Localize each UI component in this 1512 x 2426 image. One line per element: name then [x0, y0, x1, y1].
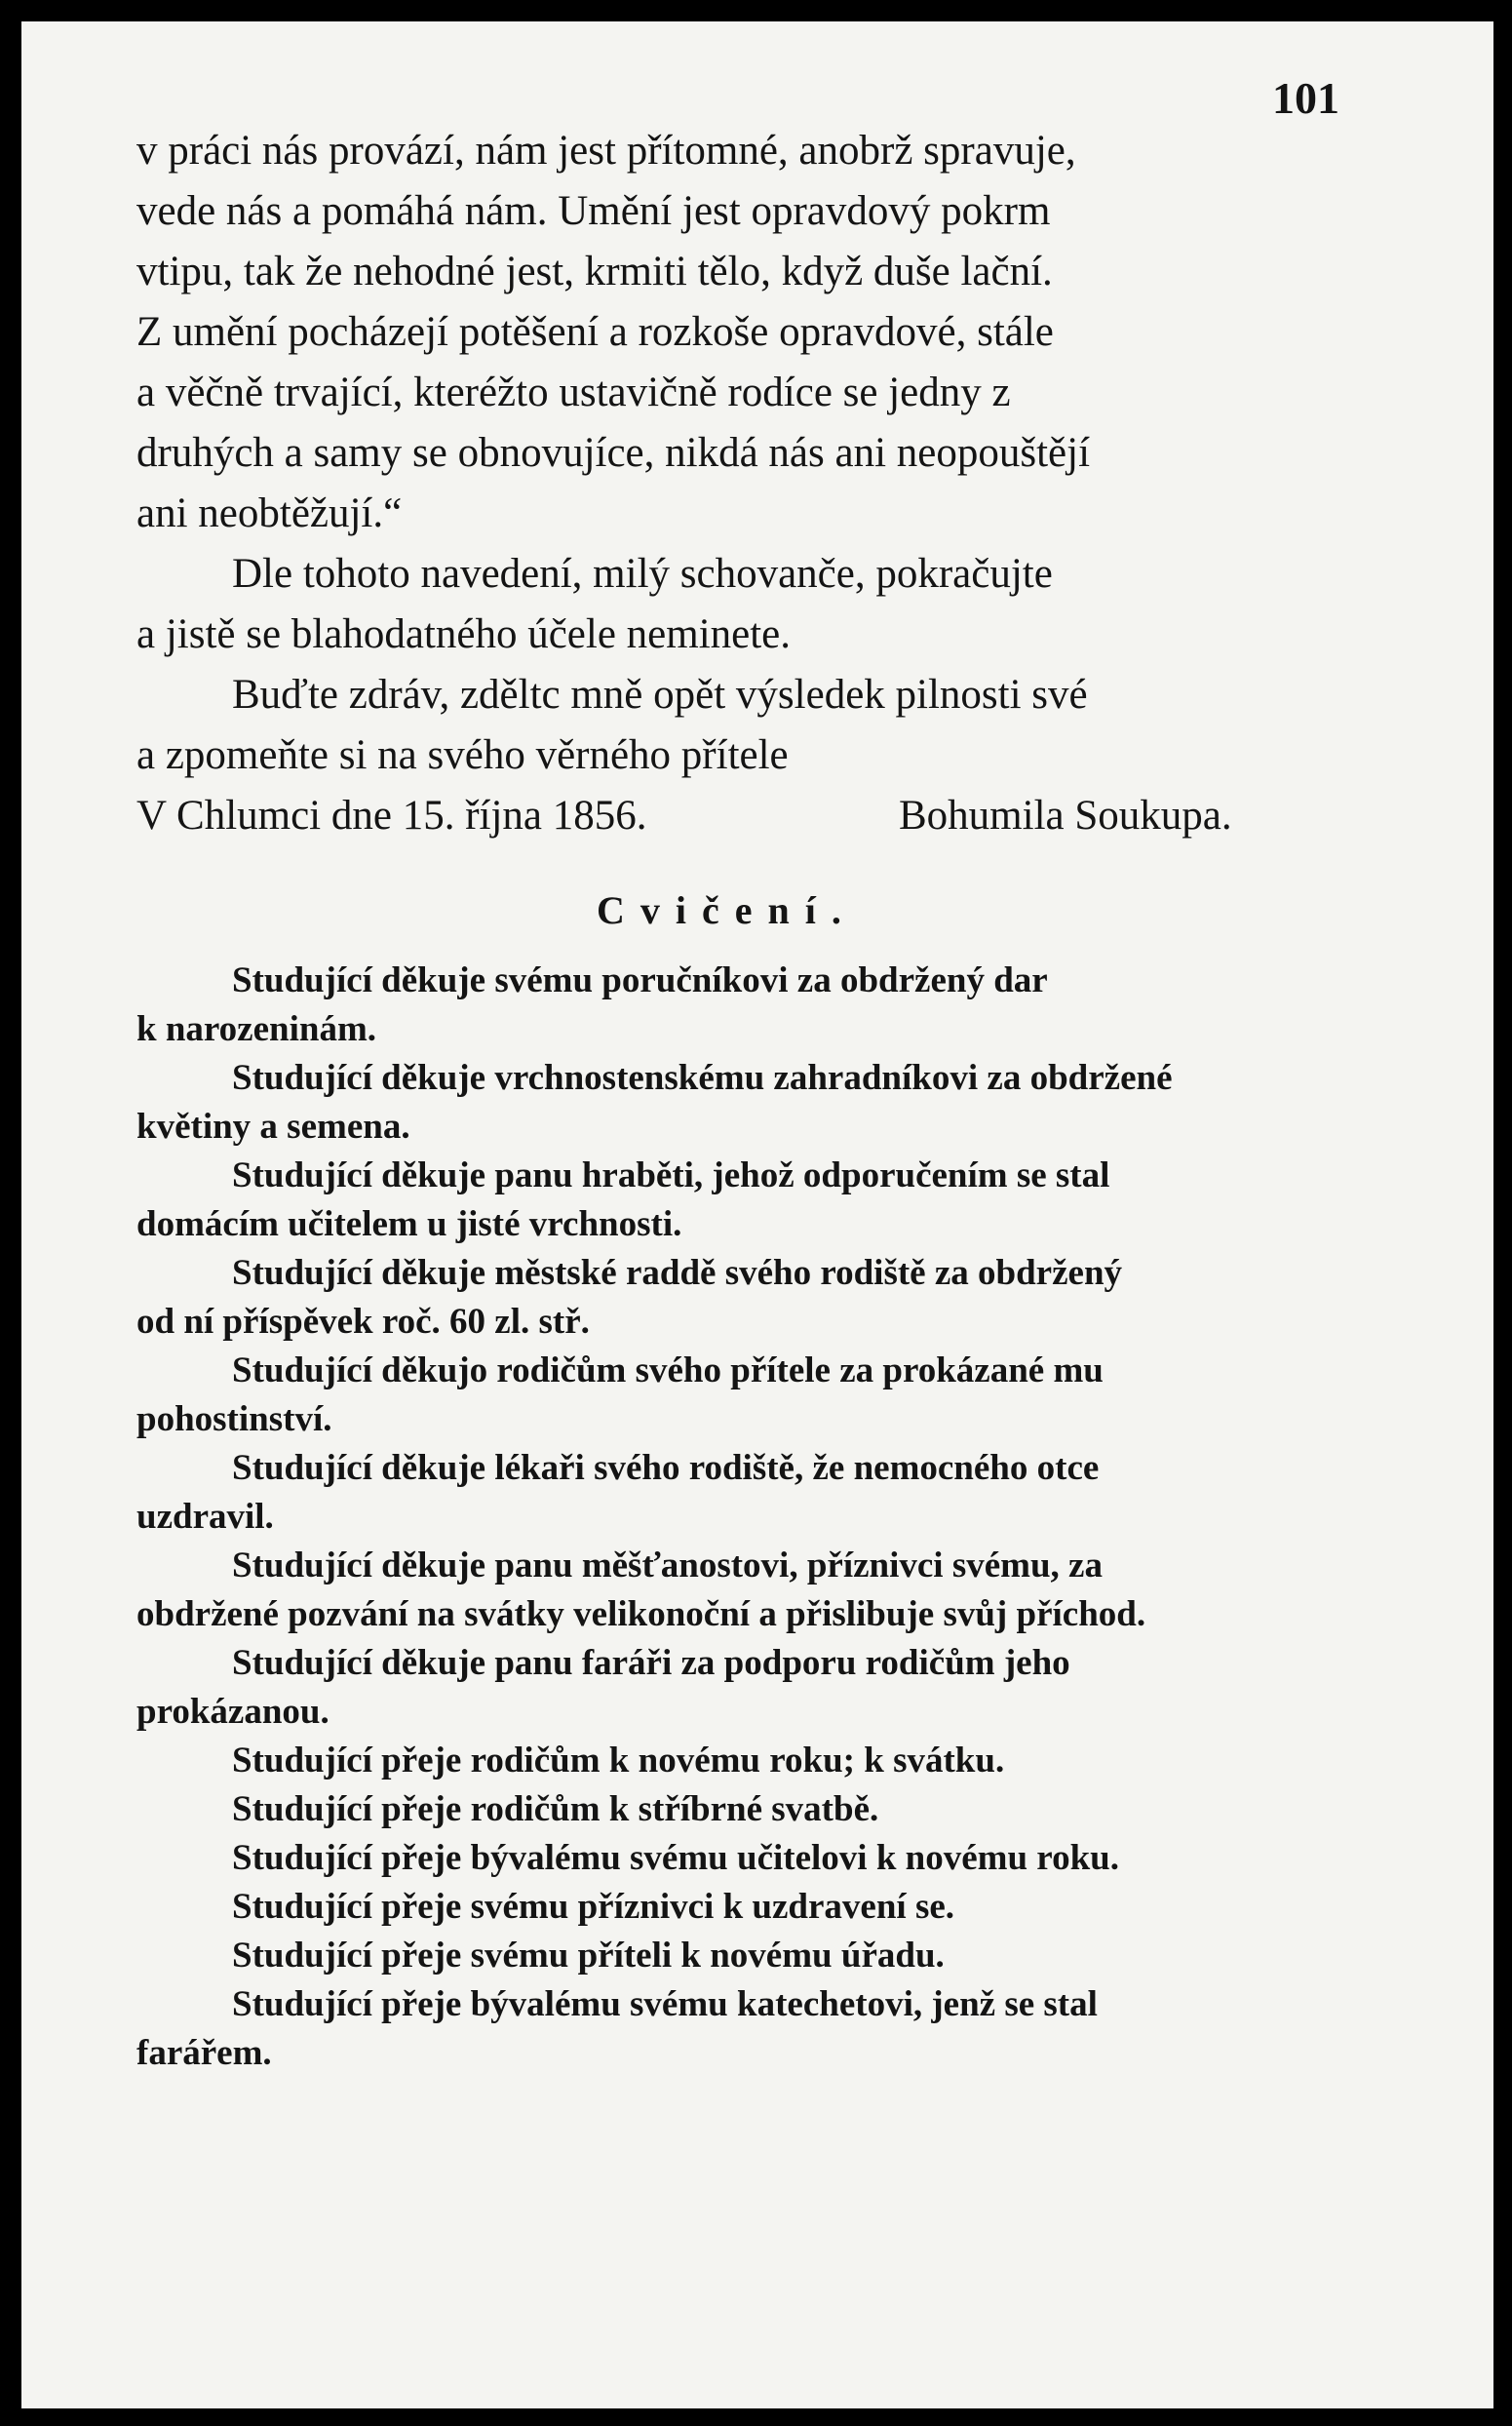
letter-line: ani neobtěžují.“ — [136, 490, 403, 536]
exercise-line: Studující děkuje lékaři svého rodiště, že nemocného otce — [232, 1448, 1100, 1488]
letter-line: Z umění pocházejí potěšení a rozkoše opravdové, stále — [136, 309, 1054, 355]
place-date: V Chlumci dne 15. října 1856. — [136, 793, 647, 839]
signature: Bohumila Soukupa. — [899, 793, 1232, 839]
exercise-line: květiny a semena. — [136, 1107, 410, 1147]
letter-line: vede nás a pomáhá nám. Umění jest opravdový pokrm — [136, 188, 1051, 234]
letter-line: a jistě se blahodatného účele neminete. — [136, 611, 792, 657]
exercise-line: Studující děkuje panu hraběti, jehož odporučením se stal — [232, 1155, 1110, 1195]
letter-line: druhých a samy se obnovujíce, nikdá nás ani neopouštějí — [136, 430, 1091, 476]
exercise-line: Studující přeje rodičům k novému roku; k svátku. — [232, 1741, 1005, 1780]
exercise-line: od ní příspěvek roč. 60 zl. stř. — [136, 1302, 590, 1342]
exercise-line: Studující děkuje panu faráři za podporu rodičům jeho — [232, 1643, 1070, 1683]
exercise-line: Studující přeje svému příznivci k uzdravení se. — [232, 1887, 955, 1927]
exercise-line: Studující přeje rodičům k stříbrné svatbě. — [232, 1789, 879, 1829]
exercise-line: domácím učitelem u jisté vrchnosti. — [136, 1204, 682, 1244]
exercise-line: Studující děkuje městské raddě svého rodiště za obdržený — [232, 1253, 1123, 1293]
letter-line: a věčně trvající, kteréžto ustavičně rodíce se jedny z — [136, 370, 1011, 415]
exercise-line: Studující děkuje svému poručníkovi za obdržený dar — [232, 960, 1048, 1000]
exercise-line: Studující přeje bývalému svému katechetovi, jenž se stal — [232, 1984, 1098, 2024]
exercise-line: farářem. — [136, 2033, 272, 2073]
exercise-line: prokázanou. — [136, 1692, 330, 1732]
exercise-line: uzdravil. — [136, 1497, 274, 1537]
book-page — [21, 21, 1493, 2408]
exercise-line: obdržené pozvání na svátky velikonoční a přislibuje svůj příchod. — [136, 1594, 1146, 1634]
section-heading: Cvičení. — [597, 888, 857, 932]
letter-line: a zpomeňte si na svého věrného přítele — [136, 732, 789, 778]
letter-line: Dle tohoto navedení, milý schovanče, pokračujte — [232, 551, 1053, 597]
page-number: 101 — [1272, 73, 1339, 123]
letter-line: v práci nás provází, nám jest přítomné, anobrž spravuje, — [136, 128, 1076, 174]
exercise-line: Studující děkuje vrchnostenskému zahradníkovi za obdržené — [232, 1058, 1173, 1098]
letter-line: Buďte zdráv, zděltc mně opět výsledek pilnosti své — [232, 672, 1088, 718]
exercise-line: Studující děkujo rodičům svého přítele za prokázané mu — [232, 1350, 1104, 1390]
exercise-line: pohostinství. — [136, 1399, 332, 1439]
exercise-line: Studující děkuje panu měšťanostovi, příznivci svému, za — [232, 1546, 1103, 1585]
letter-line: vtipu, tak že nehodné jest, krmiti tělo, když duše lační. — [136, 249, 1053, 294]
exercise-line: Studující přeje bývalému svému učitelovi k novému roku. — [232, 1838, 1119, 1878]
exercise-line: Studující přeje svému příteli k novému úřadu. — [232, 1936, 945, 1976]
exercise-line: k narozeninám. — [136, 1009, 377, 1049]
